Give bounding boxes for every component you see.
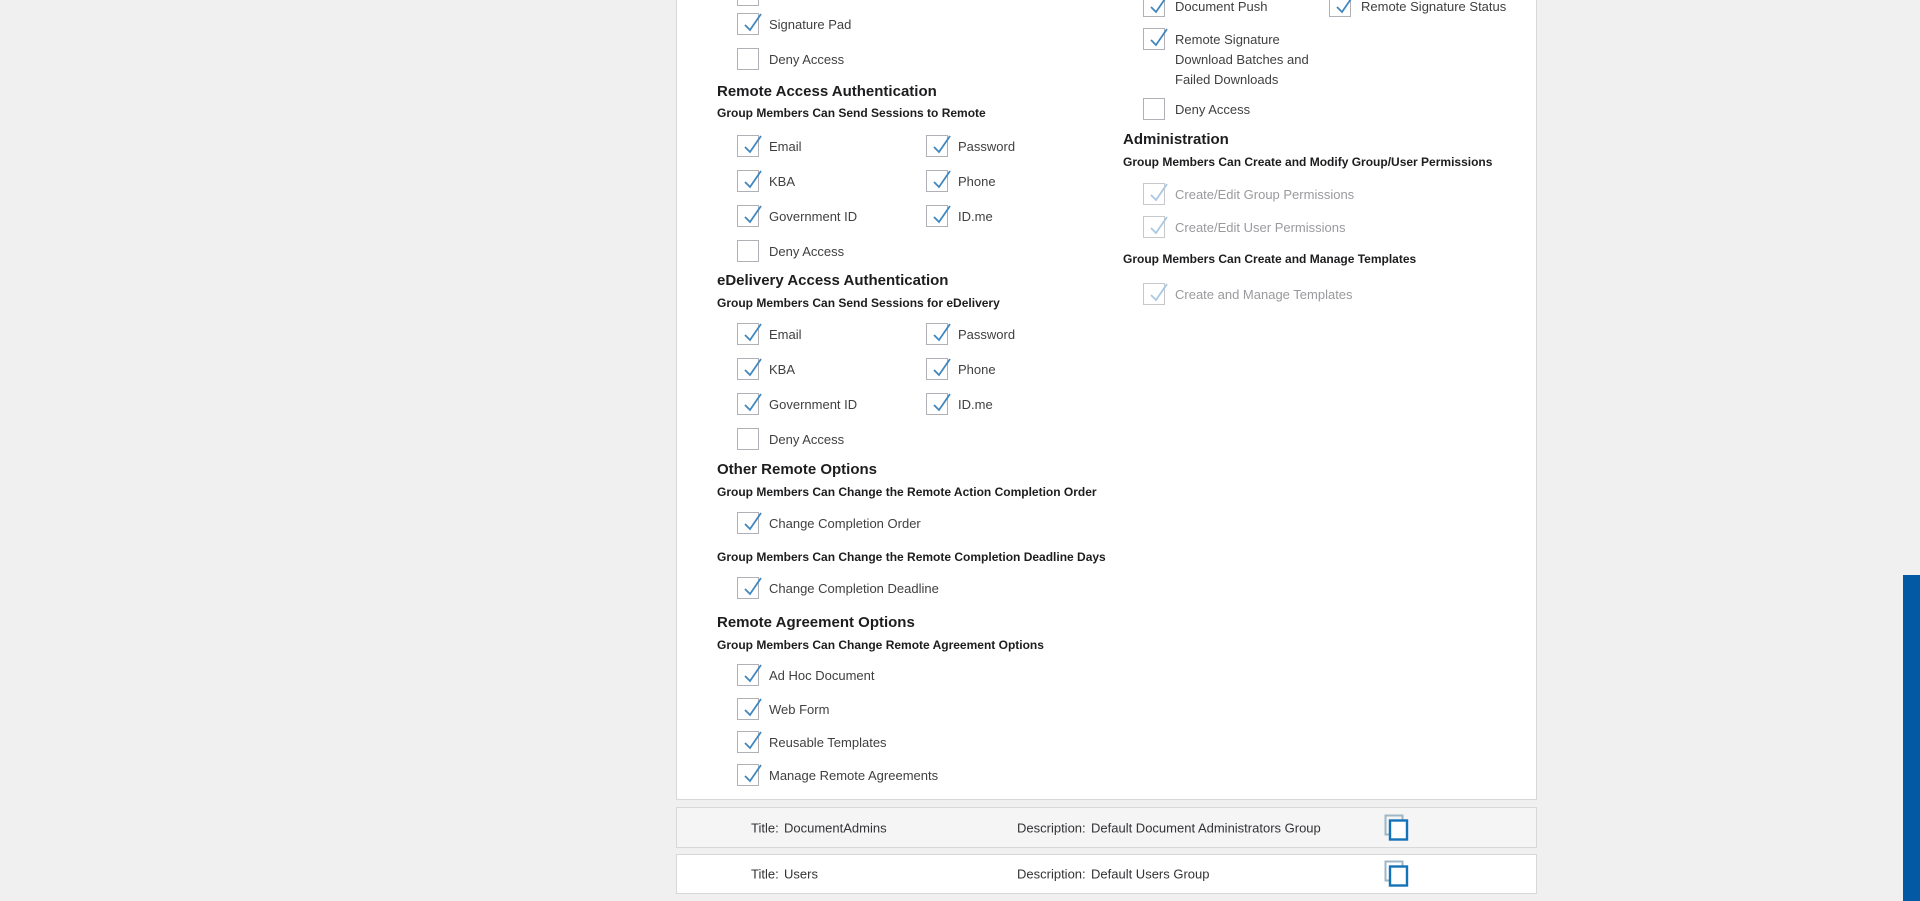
checkbox-label: Email	[769, 326, 802, 342]
checkbox-ad-hoc-document[interactable]	[737, 664, 759, 686]
checkbox-email[interactable]	[737, 135, 759, 157]
group-title-label: Title:	[751, 820, 779, 835]
checkbox-row	[737, 47, 844, 71]
checkbox-password[interactable]	[926, 135, 948, 157]
checkbox-label: Ad Hoc Document	[769, 667, 875, 683]
checkbox-government-id[interactable]	[737, 205, 759, 227]
checkbox-row	[1329, 0, 1506, 18]
section-subtitle: Group Members Can Create and Modify Group/User Permissions	[1123, 155, 1493, 169]
checkbox-label: Change Completion Order	[769, 515, 921, 531]
checkbox-label: Password	[958, 326, 1016, 342]
checkbox-row	[737, 663, 875, 687]
checkbox-web-form[interactable]	[737, 698, 759, 720]
checkbox-idme[interactable]	[926, 393, 948, 415]
checkbox-label: Deny Access	[769, 431, 845, 447]
checkbox-label: ID.me	[958, 208, 993, 224]
section-subtitle: Group Members Can Change the Remote Completion Deadline Days	[717, 550, 1106, 564]
checkbox-label: Manage Remote Agreements	[769, 767, 939, 783]
checkbox-row	[737, 511, 921, 535]
checkbox-phone[interactable]	[926, 170, 948, 192]
checkbox-create-edit-group-permissions	[1143, 183, 1165, 205]
checkbox-remote-signature-status[interactable]	[1329, 0, 1351, 17]
group-desc-value: Default Document Administrators Group	[1091, 820, 1321, 835]
group-desc-label: Description:	[1017, 866, 1086, 882]
checkbox-row	[926, 169, 996, 193]
checkbox-label: Document Push	[1175, 0, 1268, 14]
checkbox-row	[737, 730, 887, 754]
section-title-remote-access: Remote Access Authentication	[717, 83, 937, 100]
checkbox-label: Government ID	[769, 396, 858, 412]
group-title-value: DocumentAdmins	[784, 820, 887, 835]
group-row-users[interactable]	[676, 854, 1537, 894]
checkbox-deny-access[interactable]	[737, 428, 759, 450]
checkbox-deny-access[interactable]	[737, 240, 759, 262]
checkbox-row	[737, 357, 795, 381]
checkbox-row	[926, 357, 996, 381]
checkbox-row	[737, 763, 938, 787]
checkbox-idme[interactable]	[926, 205, 948, 227]
checkbox-label: Password	[958, 138, 1016, 154]
checkbox-row	[737, 134, 802, 158]
checkbox-label: Deny Access	[769, 243, 845, 259]
checkbox-row	[737, 204, 857, 228]
checkbox-row	[926, 134, 1015, 158]
section-title-edelivery: eDelivery Access Authentication	[717, 272, 949, 289]
checkbox-label: Remote Signature Status	[1361, 0, 1507, 14]
checkbox-label: Reusable Templates	[769, 734, 887, 750]
checkbox-label: Deny Access	[769, 51, 845, 67]
checkbox-label: Signature Pad	[769, 16, 852, 32]
checkbox-row	[926, 322, 1015, 346]
checkbox-row	[737, 697, 829, 721]
checkbox-create-edit-user-permissions	[1143, 216, 1165, 238]
permissions-panel	[676, 0, 1537, 800]
checkbox-label: Change Completion Deadline	[769, 580, 939, 596]
group-title-value: Users	[784, 866, 818, 882]
group-desc-value: Default Users Group	[1091, 866, 1210, 882]
group-row-documentadmins[interactable]	[676, 807, 1537, 848]
copy-icon[interactable]	[1382, 813, 1410, 843]
checkbox-kba[interactable]	[737, 170, 759, 192]
checkbox-row	[926, 204, 993, 228]
checkbox-row	[1143, 0, 1268, 18]
checkbox-create-manage-templates	[1143, 283, 1165, 305]
checkbox-row	[1143, 282, 1353, 306]
checkbox-label: Phone	[958, 361, 996, 377]
section-subtitle: Group Members Can Send Sessions to Remote	[717, 106, 986, 120]
checkbox-row	[1143, 215, 1346, 239]
section-subtitle: Group Members Can Send Sessions for eDelivery	[717, 296, 1000, 310]
section-title-administration: Administration	[1123, 131, 1229, 148]
checkbox-row	[737, 427, 844, 451]
scrollbar-thumb[interactable]	[1903, 575, 1920, 901]
checkbox-row	[1143, 182, 1354, 206]
section-title-agreement: Remote Agreement Options	[717, 614, 915, 631]
checkbox-reusable-templates[interactable]	[737, 731, 759, 753]
checkbox-government-id[interactable]	[737, 393, 759, 415]
checkbox-row	[737, 239, 844, 263]
checkbox-label: Deny Access	[1175, 101, 1251, 117]
checkbox-row	[737, 392, 857, 416]
section-subtitle: Group Members Can Change the Remote Action Completion Order	[717, 485, 1097, 499]
checkbox-row	[926, 392, 993, 416]
checkbox-signature-pad[interactable]	[737, 13, 759, 35]
checkbox-kba[interactable]	[737, 358, 759, 380]
group-title-label: Title:	[751, 866, 779, 882]
checkbox-label: Phone	[958, 173, 996, 189]
checkbox-deny-access[interactable]	[737, 48, 759, 70]
checkbox-label: Web Form	[769, 701, 830, 717]
checkbox-row	[1143, 28, 1321, 90]
group-desc-label: Description:	[1017, 820, 1086, 835]
checkbox-label: Create and Manage Templates	[1175, 286, 1353, 302]
checkbox-change-completion-deadline[interactable]	[737, 577, 759, 599]
checkbox-row	[737, 12, 851, 36]
checkbox-label: Email	[769, 138, 802, 154]
checkbox-label: KBA	[769, 173, 796, 189]
section-subtitle: Group Members Can Change Remote Agreement Options	[717, 638, 1044, 652]
checkbox-label: Remote Signature Download Batches and Failed Downloads	[1175, 32, 1309, 87]
section-title-other-remote: Other Remote Options	[717, 461, 878, 478]
checkbox-change-completion-order[interactable]	[737, 512, 759, 534]
checkbox-manage-remote-agreements[interactable]	[737, 764, 759, 786]
checkbox-document-push[interactable]	[1143, 0, 1165, 17]
checkbox-label: Government ID	[769, 208, 858, 224]
checkbox-deny-access[interactable]	[1143, 98, 1165, 120]
checkbox-password[interactable]	[926, 323, 948, 345]
checkbox-row	[1143, 97, 1250, 121]
checkbox-row	[737, 322, 802, 346]
copy-icon[interactable]	[1382, 859, 1410, 889]
checkbox-email[interactable]	[737, 323, 759, 345]
checkbox-cutoff[interactable]	[737, 0, 759, 6]
checkbox-label: ID.me	[958, 396, 993, 412]
checkbox-label: Create/Edit Group Permissions	[1175, 186, 1355, 202]
checkbox-row	[737, 169, 795, 193]
checkbox-label: KBA	[769, 361, 796, 377]
checkbox-remote-signature-download[interactable]	[1143, 28, 1165, 50]
section-subtitle: Group Members Can Create and Manage Templates	[1123, 252, 1417, 266]
checkbox-phone[interactable]	[926, 358, 948, 380]
checkbox-label: Create/Edit User Permissions	[1175, 219, 1346, 235]
checkbox-row	[737, 576, 939, 600]
